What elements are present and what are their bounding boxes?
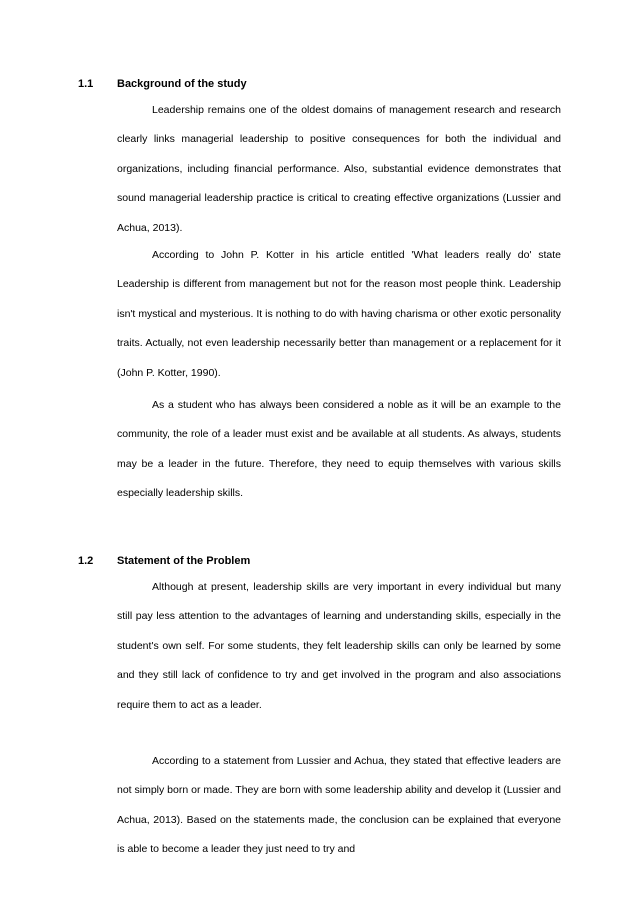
paragraph-background-2: According to John P. Kotter in his article entitled 'What leaders really do' state Leadership is different from management but not for the reason most people think. Leadership isn't mystical and mysterious. It is nothing to do with having charisma or other exotic personality traits. Actually, not even leadership necessarily better than management or a replacement for it (John P. Kotter, 1990). (117, 249, 561, 379)
paragraph-problem-1: Although at present, leadership skills are very important in every individual but many still pay less attention to the advantages of learning and understanding skills, especially in the student's own self. For some students, they felt leadership skills can only be learned by some and they still lack of confidence to try and get involved in the program and also associations require them to act as a leader. (117, 581, 561, 711)
section-heading-1-1 (78, 77, 247, 91)
section-title: Background of the study (117, 78, 247, 90)
paragraph-background-3: As a student who has always been considered a noble as it will be an example to the community, the role of a leader must exist and be available at all students. As always, students may be a leader in the future. Therefore, they need to equip themselves with various skills especially leadership skills. (117, 399, 561, 500)
section-number: 1.2 (78, 555, 94, 567)
paragraph-problem-2: According to a statement from Lussier and Achua, they stated that effective leaders are not simply born or made. They are born with some leadership ability and develop it (Lussier and Achua, 2013). Based on the statements made, the conclusion can be explained that everyone is able to become a leader they just need to try and (117, 755, 561, 856)
paragraph-background-1: Leadership remains one of the oldest domains of management research and research clearly links managerial leadership to positive consequences for both the individual and organizations, including financial performance. Also, substantial evidence demonstrates that sound managerial leadership practice is critical to creating effective organizations (Lussier and Achua, 2013). (117, 104, 561, 234)
section-heading-1-2 (78, 554, 250, 568)
section-number: 1.1 (78, 78, 94, 90)
section-title: Statement of the Problem (117, 555, 251, 567)
